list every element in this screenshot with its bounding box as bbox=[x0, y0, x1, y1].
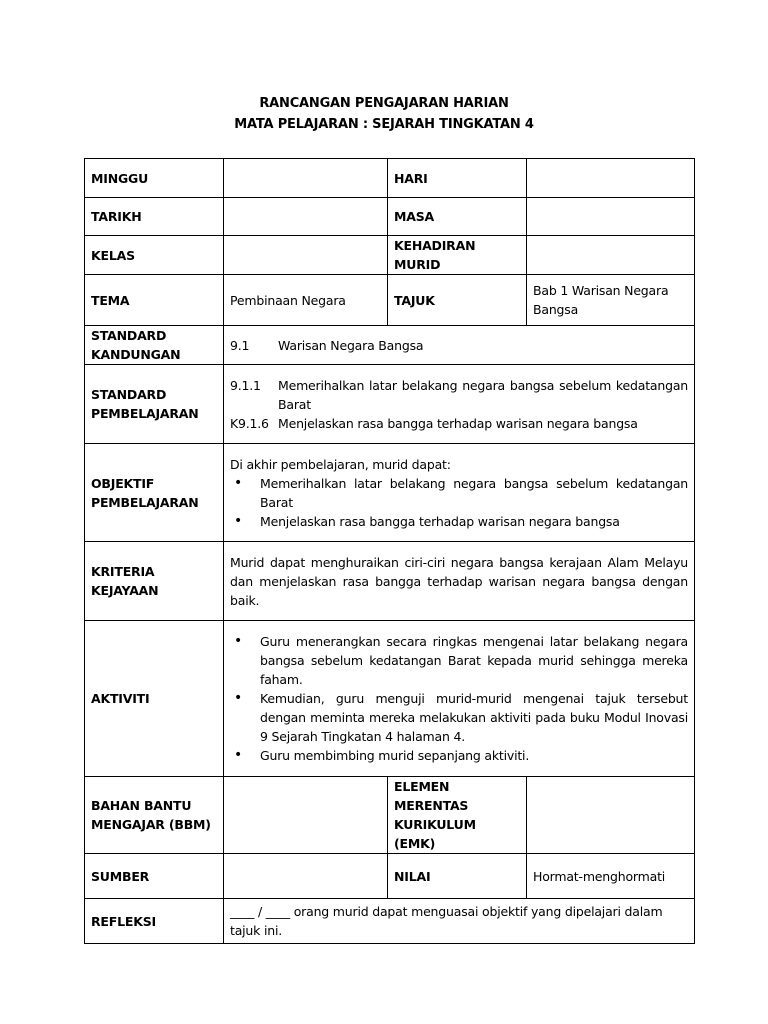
label-tajuk: TAJUK bbox=[388, 275, 527, 326]
title-line-1: RANCANGAN PENGAJARAN HARIAN bbox=[259, 96, 509, 111]
value-hari[interactable] bbox=[527, 159, 695, 198]
value-emk[interactable] bbox=[527, 777, 695, 854]
row-aktiviti bbox=[85, 621, 695, 777]
row-kelas-kehadiran bbox=[85, 236, 695, 275]
label-kelas: KELAS bbox=[85, 236, 224, 275]
value-tarikh[interactable] bbox=[224, 198, 388, 236]
value-standard-pembelajaran bbox=[224, 365, 695, 444]
row-tarikh-masa bbox=[85, 198, 695, 236]
label-aktiviti: AKTIVITI bbox=[85, 621, 224, 777]
label-sumber: SUMBER bbox=[85, 854, 224, 899]
label-standard-pembelajaran: STANDARD PEMBELAJARAN bbox=[85, 365, 224, 444]
row-objektif-pembelajaran bbox=[85, 444, 695, 542]
list-item: • Menjelaskan rasa bangga terhadap warisan negara bangsa bbox=[230, 512, 688, 531]
standard-pembelajaran-text: Menjelaskan rasa bangga terhadap warisan negara bangsa bbox=[278, 415, 638, 431]
standard-pembelajaran-number: K9.1.6 bbox=[230, 415, 269, 431]
label-bbm: BAHAN BANTU MENGAJAR (BBM) bbox=[85, 777, 224, 854]
standard-kandungan-number: 9.1 bbox=[230, 337, 250, 353]
aktiviti-list bbox=[230, 632, 688, 765]
list-item: • Guru membimbing murid sepanjang aktiviti. bbox=[230, 746, 688, 765]
list-item: • Kemudian, guru menguji murid-murid mengenai tajuk tersebut dengan meminta mereka melakukan aktiviti pada buku Modul Inovasi 9 Sejarah Tingkatan 4 halaman 4. bbox=[230, 689, 688, 746]
lesson-plan-table bbox=[84, 158, 695, 944]
standard-pembelajaran-item bbox=[230, 376, 688, 414]
label-kriteria-kejayaan: KRITERIA KEJAYAAN bbox=[85, 542, 224, 621]
value-kelas[interactable] bbox=[224, 236, 388, 275]
row-minggu-hari bbox=[85, 159, 695, 198]
row-standard-pembelajaran bbox=[85, 365, 695, 444]
page-title bbox=[0, 93, 768, 135]
label-masa: MASA bbox=[388, 198, 527, 236]
label-hari: HARI bbox=[388, 159, 527, 198]
title-line-2: MATA PELAJARAN : SEJARAH TINGKATAN 4 bbox=[234, 117, 534, 132]
value-masa[interactable] bbox=[527, 198, 695, 236]
value-sumber[interactable] bbox=[224, 854, 388, 899]
label-minggu: MINGGU bbox=[85, 159, 224, 198]
row-kriteria-kejayaan bbox=[85, 542, 695, 621]
value-aktiviti bbox=[224, 621, 695, 777]
label-objektif-pembelajaran: OBJEKTIF PEMBELAJARAN bbox=[85, 444, 224, 542]
standard-pembelajaran-item bbox=[230, 414, 688, 433]
list-item: • Guru menerangkan secara ringkas mengenai latar belakang negara bangsa sebelum kedatangan Barat kepada murid sehingga mereka faham. bbox=[230, 632, 688, 689]
standard-kandungan-text: Warisan Negara Bangsa bbox=[278, 337, 424, 353]
value-tajuk: Bab 1 Warisan Negara Bangsa bbox=[527, 275, 695, 326]
objektif-list bbox=[230, 474, 688, 531]
label-tarikh: TARIKH bbox=[85, 198, 224, 236]
row-tema-tajuk bbox=[85, 275, 695, 326]
standard-pembelajaran-number: 9.1.1 bbox=[230, 377, 261, 393]
label-kehadiran-murid: KEHADIRAN MURID bbox=[388, 236, 527, 275]
row-standard-kandungan bbox=[85, 326, 695, 365]
value-tema: Pembinaan Negara bbox=[224, 275, 388, 326]
row-sumber-nilai bbox=[85, 854, 695, 899]
label-refleksi: REFLEKSI bbox=[85, 899, 224, 944]
label-standard-kandungan: STANDARD KANDUNGAN bbox=[85, 326, 224, 365]
value-refleksi: ____ / ____ orang murid dapat menguasai objektif yang dipelajari dalam tajuk ini. bbox=[224, 899, 695, 944]
value-objektif-pembelajaran bbox=[224, 444, 695, 542]
value-standard-kandungan bbox=[224, 326, 695, 365]
value-minggu[interactable] bbox=[224, 159, 388, 198]
label-nilai: NILAI bbox=[388, 854, 527, 899]
value-kriteria-kejayaan: Murid dapat menghuraikan ciri-ciri negara bangsa kerajaan Alam Melayu dan menjelaskan rasa bangga terhadap warisan negara bangsa dengan baik. bbox=[224, 542, 695, 621]
row-bbm-emk bbox=[85, 777, 695, 854]
standard-pembelajaran-text: Memerihalkan latar belakang negara bangsa sebelum kedatangan Barat bbox=[278, 377, 688, 412]
objektif-intro: Di akhir pembelajaran, murid dapat: bbox=[230, 456, 451, 472]
value-kehadiran-murid[interactable] bbox=[527, 236, 695, 275]
value-bbm[interactable] bbox=[224, 777, 388, 854]
row-refleksi bbox=[85, 899, 695, 944]
list-item: • Memerihalkan latar belakang negara bangsa sebelum kedatangan Barat bbox=[230, 474, 688, 512]
label-emk: ELEMEN MERENTAS KURIKULUM (EMK) bbox=[388, 777, 527, 854]
label-tema: TEMA bbox=[85, 275, 224, 326]
value-nilai: Hormat-menghormati bbox=[527, 854, 695, 899]
